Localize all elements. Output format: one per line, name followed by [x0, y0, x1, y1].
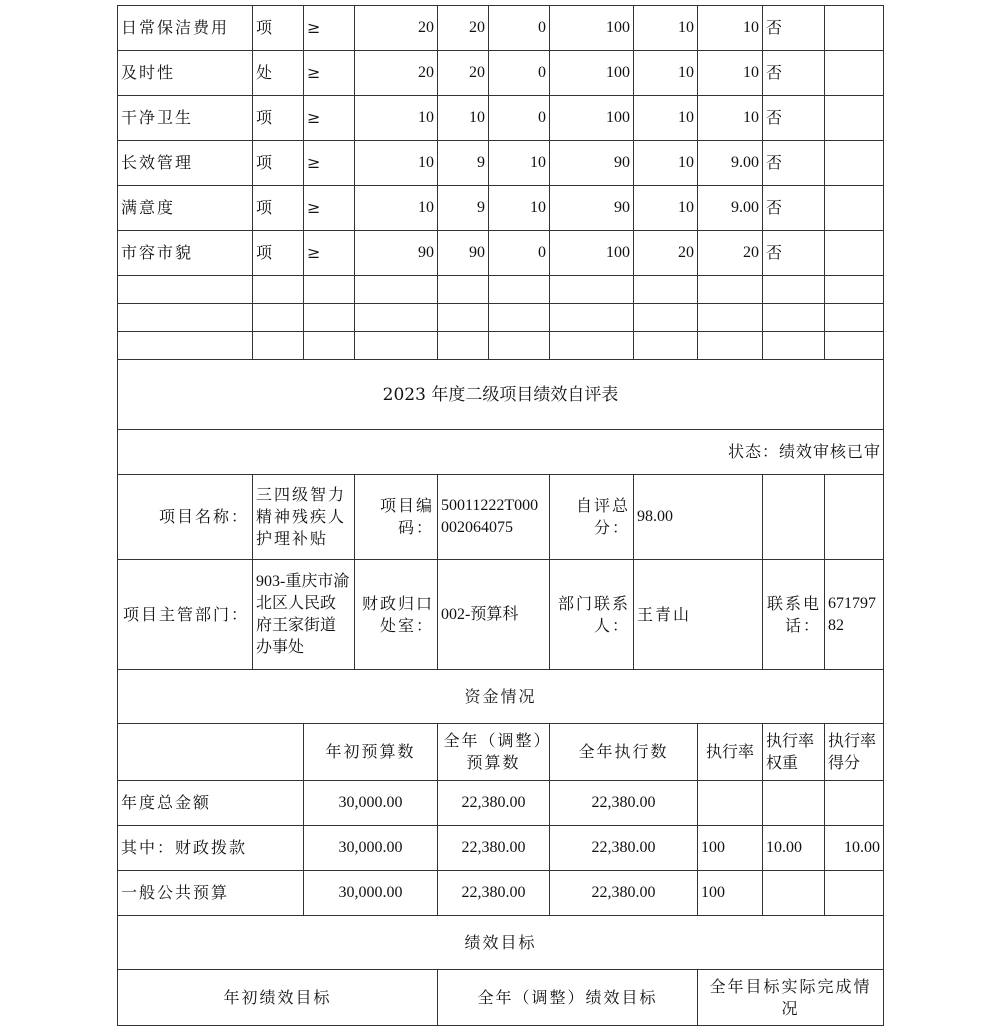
indicator-flag: 否: [763, 96, 825, 141]
indicator-unit: 项: [253, 141, 304, 186]
indicator-rate: 90: [550, 141, 634, 186]
indicator-weight: 20: [634, 231, 698, 276]
indicator-score: 10: [698, 96, 763, 141]
indicator-rate: 100: [550, 6, 634, 51]
indicator-name: 干净卫生: [118, 96, 253, 141]
indicator-rows: [118, 6, 884, 1026]
indicator-note: [825, 96, 884, 141]
indicator-score: 9.00: [698, 141, 763, 186]
finance-office: 002-预算科: [438, 560, 550, 670]
status-text: 状态：绩效审核已审: [118, 430, 884, 475]
funds-row-score: [825, 781, 884, 826]
funds-row-executed: 22,380.00: [550, 781, 698, 826]
indicator-target: 10: [355, 96, 438, 141]
indicator-name: 市容市貌: [118, 231, 253, 276]
funds-row-weight: [763, 871, 825, 916]
goals-actual-header: 全年目标实际完成情况: [698, 970, 884, 1026]
indicator-operator: ≥: [304, 231, 355, 276]
funds-row-label: 一般公共预算: [118, 871, 304, 916]
indicator-operator: ≥: [304, 186, 355, 231]
indicator-note: [825, 186, 884, 231]
indicator-flag: 否: [763, 51, 825, 96]
indicator-deviation: 0: [489, 6, 550, 51]
indicator-weight: 10: [634, 141, 698, 186]
indicator-operator: ≥: [304, 6, 355, 51]
evaluation-table: [117, 5, 884, 1026]
funds-header-weight: 执行率权重: [763, 724, 825, 781]
indicator-operator: ≥: [304, 51, 355, 96]
goals-section-row: [118, 916, 884, 970]
funds-row-rate: 100: [698, 826, 763, 871]
indicator-rate: 100: [550, 51, 634, 96]
funds-row: [118, 871, 884, 916]
indicator-weight: 10: [634, 6, 698, 51]
empty-row: [118, 276, 884, 304]
funds-row-rate: 100: [698, 871, 763, 916]
indicator-weight: 10: [634, 51, 698, 96]
indicator-unit: 项: [253, 186, 304, 231]
indicator-note: [825, 6, 884, 51]
phone-label: 联系电话：: [763, 560, 825, 670]
indicator-row: [118, 51, 884, 96]
indicator-unit: 项: [253, 96, 304, 141]
indicator-actual: 90: [438, 231, 489, 276]
indicator-flag: 否: [763, 6, 825, 51]
indicator-actual: 20: [438, 6, 489, 51]
status-row: [118, 430, 884, 475]
indicator-score: 9.00: [698, 186, 763, 231]
indicator-actual: 20: [438, 51, 489, 96]
indicator-deviation: 0: [489, 231, 550, 276]
indicator-rate: 90: [550, 186, 634, 231]
indicator-actual: 9: [438, 186, 489, 231]
project-name: 三四级智力精神残疾人护理补贴: [253, 475, 355, 560]
indicator-row: [118, 186, 884, 231]
indicator-weight: 10: [634, 96, 698, 141]
funds-row-score: [825, 871, 884, 916]
indicator-target: 10: [355, 141, 438, 186]
funds-row-executed: 22,380.00: [550, 871, 698, 916]
self-score-label: 自评总分：: [550, 475, 634, 560]
form-title: 2023 年度二级项目绩效自评表: [118, 360, 884, 430]
funds-header-rate: 执行率: [698, 724, 763, 781]
indicator-score: 10: [698, 6, 763, 51]
indicator-row: [118, 231, 884, 276]
funds-row-weight: [763, 781, 825, 826]
indicator-name: 及时性: [118, 51, 253, 96]
empty-row: [118, 304, 884, 332]
indicator-note: [825, 141, 884, 186]
indicator-unit: 项: [253, 231, 304, 276]
funds-row-label: 年度总金额: [118, 781, 304, 826]
indicator-deviation: 0: [489, 96, 550, 141]
indicator-score: 20: [698, 231, 763, 276]
indicator-row: [118, 6, 884, 51]
funds-header-row: [118, 724, 884, 781]
goals-header-row: [118, 970, 884, 1026]
funds-row-initial: 30,000.00: [304, 781, 438, 826]
project-code: 50011222T000002064075: [438, 475, 550, 560]
indicator-weight: 10: [634, 186, 698, 231]
indicator-deviation: 0: [489, 51, 550, 96]
funds-row-executed: 22,380.00: [550, 826, 698, 871]
indicator-name: 满意度: [118, 186, 253, 231]
project-code-label: 项目编码：: [355, 475, 438, 560]
indicator-note: [825, 231, 884, 276]
department: 903-重庆市渝北区人民政府王家街道办事处: [253, 560, 355, 670]
funds-row: [118, 826, 884, 871]
indicator-flag: 否: [763, 141, 825, 186]
indicator-target: 20: [355, 51, 438, 96]
indicator-row: [118, 141, 884, 186]
funds-row-label: 其中：财政拨款: [118, 826, 304, 871]
indicator-note: [825, 51, 884, 96]
funds-row-rate: [698, 781, 763, 826]
indicator-unit: 处: [253, 51, 304, 96]
funds-header-executed: 全年执行数: [550, 724, 698, 781]
department-info-row: [118, 560, 884, 670]
indicator-score: 10: [698, 51, 763, 96]
project-name-label: 项目名称：: [118, 475, 253, 560]
self-score: 98.00: [634, 475, 763, 560]
indicator-rate: 100: [550, 96, 634, 141]
indicator-operator: ≥: [304, 141, 355, 186]
indicator-name: 日常保洁费用: [118, 6, 253, 51]
funds-header-score: 执行率得分: [825, 724, 884, 781]
form-title-row: [118, 360, 884, 430]
indicator-unit: 项: [253, 6, 304, 51]
funds-row: [118, 781, 884, 826]
goals-initial-header: 年初绩效目标: [118, 970, 438, 1026]
indicator-row: [118, 96, 884, 141]
finance-office-label: 财政归口处室：: [355, 560, 438, 670]
contact-label: 部门联系人：: [550, 560, 634, 670]
funds-header-adjusted: 全年（调整）预算数: [438, 724, 550, 781]
indicator-operator: ≥: [304, 96, 355, 141]
indicator-actual: 9: [438, 141, 489, 186]
funds-row-weight: 10.00: [763, 826, 825, 871]
funds-header-initial: 年初预算数: [304, 724, 438, 781]
contact-person: 王青山: [634, 560, 763, 670]
indicator-target: 90: [355, 231, 438, 276]
funds-row-adjusted: 22,380.00: [438, 781, 550, 826]
funds-row-adjusted: 22,380.00: [438, 871, 550, 916]
indicator-deviation: 10: [489, 186, 550, 231]
project-info-row: [118, 475, 884, 560]
indicator-flag: 否: [763, 186, 825, 231]
funds-row-initial: 30,000.00: [304, 871, 438, 916]
indicator-deviation: 10: [489, 141, 550, 186]
department-label: 项目主管部门：: [118, 560, 253, 670]
indicator-flag: 否: [763, 231, 825, 276]
funds-section-title: 资金情况: [118, 670, 884, 724]
funds-row-score: 10.00: [825, 826, 884, 871]
indicator-rate: 100: [550, 231, 634, 276]
phone: 67179782: [825, 560, 884, 670]
funds-row-adjusted: 22,380.00: [438, 826, 550, 871]
indicator-name: 长效管理: [118, 141, 253, 186]
indicator-target: 20: [355, 6, 438, 51]
indicator-target: 10: [355, 186, 438, 231]
funds-row-initial: 30,000.00: [304, 826, 438, 871]
funds-section-row: [118, 670, 884, 724]
indicator-actual: 10: [438, 96, 489, 141]
goals-adjusted-header: 全年（调整）绩效目标: [438, 970, 698, 1026]
goals-section-title: 绩效目标: [118, 916, 884, 970]
empty-row: [118, 332, 884, 360]
